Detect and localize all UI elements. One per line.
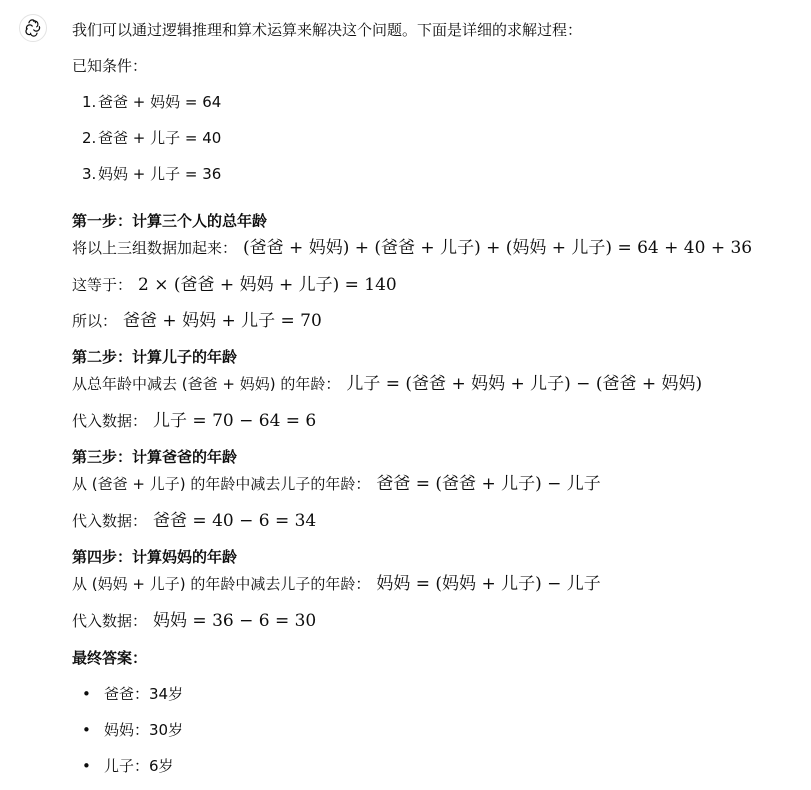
- step2-title: 第二步：计算儿子的年龄: [72, 348, 238, 366]
- list-item: [72, 128, 221, 150]
- step4-line1-math: 妈妈 = (妈妈 + 儿子) − 儿子: [376, 574, 601, 594]
- step2-line2-math: 儿子 = 70 − 64 = 6: [153, 411, 317, 431]
- step3-title: 第三步：计算爸爸的年龄: [72, 448, 238, 466]
- assistant-avatar: [19, 14, 47, 42]
- list-text: 爸爸 + 妈妈 = 64: [98, 93, 222, 111]
- list-text: 妈妈 + 儿子 = 36: [98, 165, 222, 183]
- step4-line1-label: 从 (妈妈 + 儿子) 的年龄中减去儿子的年龄：: [72, 575, 371, 593]
- list-number: 3.: [82, 165, 97, 183]
- answer-text: 儿子：6岁: [104, 757, 174, 775]
- step4-title: 第四步：计算妈妈的年龄: [72, 548, 238, 566]
- intro-text: 我们可以通过逻辑推理和算术运算来解决这个问题。下面是详细的求解过程：: [72, 21, 583, 39]
- step3-line2: [72, 511, 316, 533]
- bullet-icon: •: [82, 721, 91, 739]
- step1-line1: [72, 238, 752, 260]
- step2-line1-math: 儿子 = (爸爸 + 妈妈 + 儿子) − (爸爸 + 妈妈): [346, 374, 703, 394]
- step4-line2: [72, 611, 316, 633]
- list-item: [72, 684, 183, 706]
- step4-line2-label: 代入数据：: [72, 612, 148, 630]
- list-number: 2.: [82, 129, 97, 147]
- step1-line2-math: 2 × (爸爸 + 妈妈 + 儿子) = 140: [138, 275, 397, 295]
- answer-text: 妈妈：30岁: [104, 721, 184, 739]
- step1-line3-label: 所以：: [72, 312, 118, 330]
- bullet-icon: •: [82, 757, 91, 775]
- step1-line2-label: 这等于：: [72, 276, 133, 294]
- list-item: [72, 164, 221, 186]
- final-answer-label: 最终答案：: [72, 649, 148, 667]
- step2-line1: [72, 374, 702, 396]
- step3-line2-math: 爸爸 = 40 − 6 = 34: [153, 511, 317, 531]
- list-item: [72, 92, 221, 114]
- list-item: [72, 756, 174, 778]
- step4-line2-math: 妈妈 = 36 − 6 = 30: [153, 611, 317, 631]
- step3-line1-label: 从 (爸爸 + 儿子) 的年龄中减去儿子的年龄：: [72, 475, 371, 493]
- step2-line1-label: 从总年龄中减去 (爸爸 + 妈妈) 的年龄：: [72, 375, 341, 393]
- step1-line2: [72, 275, 397, 297]
- step3-line1: [72, 474, 601, 496]
- answer-text: 爸爸：34岁: [104, 685, 184, 703]
- list-text: 爸爸 + 儿子 = 40: [98, 129, 222, 147]
- step1-title: 第一步：计算三个人的总年龄: [72, 212, 268, 230]
- openai-logo-icon: [24, 19, 42, 37]
- bullet-icon: •: [82, 685, 91, 703]
- step1-line1-label: 将以上三组数据加起来：: [72, 239, 238, 257]
- known-label: 已知条件：: [72, 57, 148, 75]
- list-number: 1.: [82, 93, 97, 111]
- step1-line1-math: (爸爸 + 妈妈) + (爸爸 + 儿子) + (妈妈 + 儿子) = 64 + 40 + 36: [243, 238, 753, 258]
- step4-line1: [72, 574, 601, 596]
- step2-line2: [72, 411, 316, 433]
- step3-line1-math: 爸爸 = (爸爸 + 儿子) − 儿子: [376, 474, 601, 494]
- step1-line3: [72, 311, 322, 333]
- list-item: [72, 720, 183, 742]
- step2-line2-label: 代入数据：: [72, 412, 148, 430]
- step1-line3-math: 爸爸 + 妈妈 + 儿子 = 70: [123, 311, 322, 331]
- step3-line2-label: 代入数据：: [72, 512, 148, 530]
